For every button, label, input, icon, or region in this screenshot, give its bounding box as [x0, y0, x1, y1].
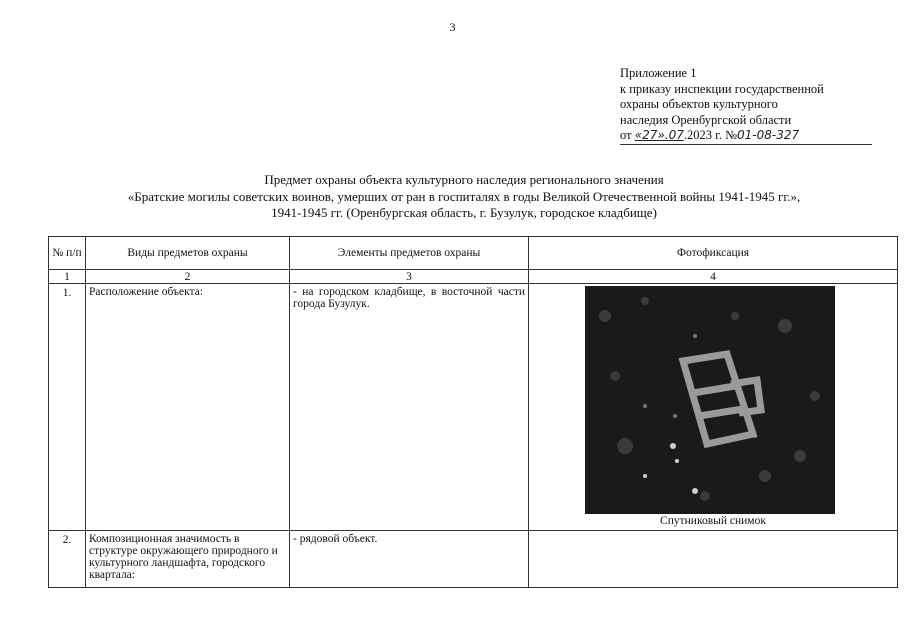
title-line-1: Предмет охраны объекта культурного наследия регионального значения [264, 172, 664, 187]
page-number: 3 [449, 20, 456, 34]
row-photo-cell [529, 284, 898, 531]
header-type: Виды предметов охраны [86, 237, 290, 270]
appendix-line-4: наследия Оренбургской области [620, 112, 792, 127]
order-date-line [620, 128, 872, 145]
appendix-line-3: охраны объектов культурного [620, 97, 778, 112]
protection-table [48, 236, 898, 588]
row-elements: - на городском кладбище, в восточной части города Бузулук. [290, 284, 529, 531]
colnum-2: 2 [86, 270, 290, 284]
header-elements: Элементы предметов охраны [290, 237, 529, 270]
appendix-block [620, 66, 872, 145]
header-photo: Фотофиксация [529, 237, 898, 270]
row-number: 2. [49, 531, 86, 588]
table-row [49, 531, 898, 588]
title-line-2: «Братские могилы советских воинов, умерших от ран в госпиталях в годы Великой Отечественной войны 1941-1945 гг.», [127, 188, 801, 204]
header-num: № п/п [49, 237, 86, 270]
appendix-line-1: Приложение 1 [620, 66, 697, 80]
document-title [40, 172, 888, 222]
date-month: 07 [668, 128, 684, 143]
date-prefix: от [620, 128, 635, 143]
date-year: .2023 г. [683, 128, 726, 143]
photo-caption: Спутниковый снимок [660, 515, 766, 527]
row-photo-cell [529, 531, 898, 588]
colnum-4: 4 [529, 270, 898, 284]
row-number: 1. [49, 284, 86, 531]
table-header-row [49, 237, 898, 270]
row-elements: - рядовой объект. [290, 531, 529, 588]
number-prefix: № [725, 128, 738, 143]
colnum-1: 1 [49, 270, 86, 284]
satellite-image [585, 286, 835, 514]
table-row [49, 284, 898, 531]
row-type: Композиционная значимость в структуре окружающего природного и культурного ландшафта, городского квартала: [86, 531, 290, 588]
column-numbers-row [49, 270, 898, 284]
row-type: Расположение объекта: [86, 284, 290, 531]
date-day: «27». [634, 128, 669, 143]
appendix-line-2: к приказу инспекции государственной [620, 81, 824, 96]
title-line-3: 1941-1945 гг. (Оренбургская область, г. Бузулук, городское кладбище) [271, 205, 657, 220]
colnum-3: 3 [290, 270, 529, 284]
order-number: 01-08-327 [737, 128, 800, 143]
